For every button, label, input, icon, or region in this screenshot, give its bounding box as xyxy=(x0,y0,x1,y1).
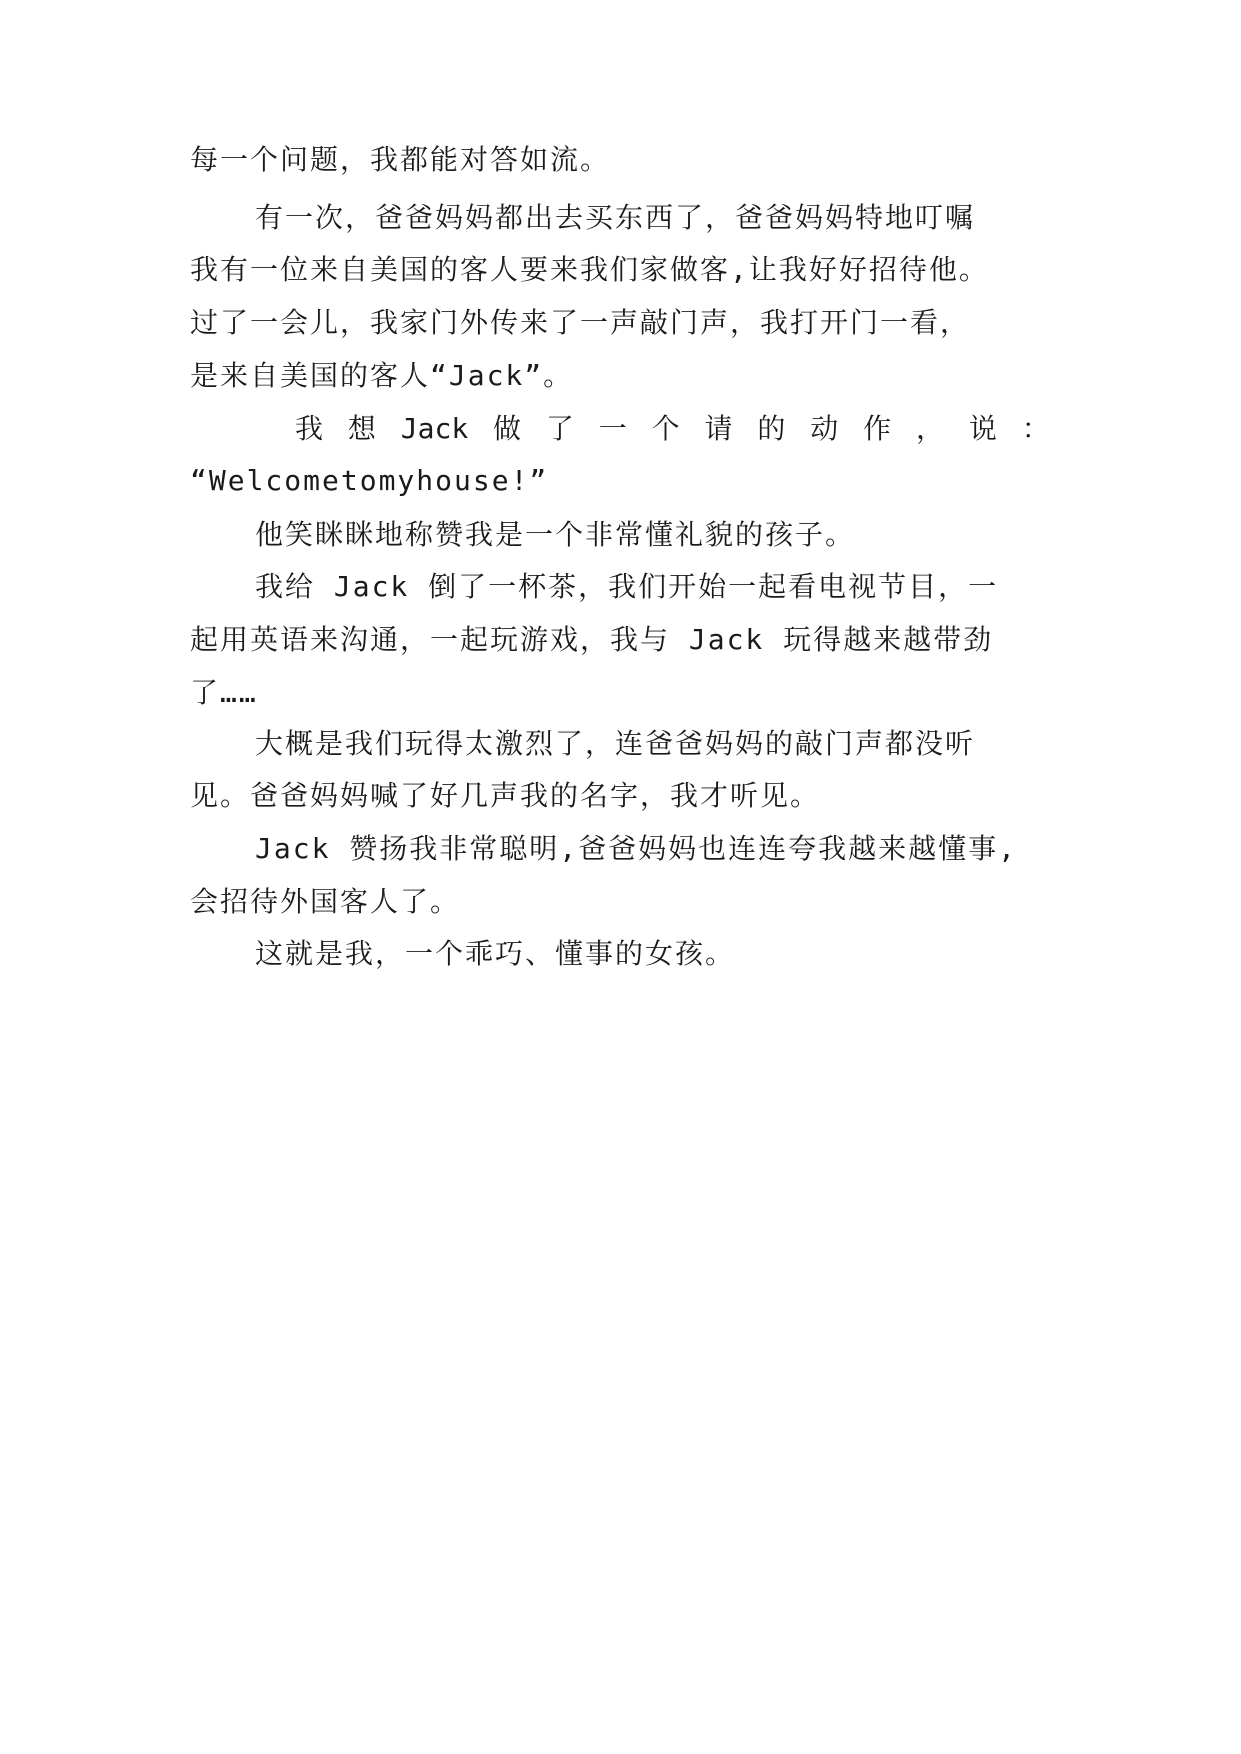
text-line: 了…… xyxy=(190,676,258,709)
text-word: Jack xyxy=(400,412,469,445)
text-word: 想 xyxy=(347,412,376,445)
text-line: 见。爸爸妈妈喊了好几声我的名字，我才听见。 xyxy=(190,779,821,812)
text-line: 有一次，爸爸妈妈都出去买东西了，爸爸妈妈特地叮嘱 xyxy=(255,201,976,234)
text-word: 做 xyxy=(493,412,522,445)
text-word: 了 xyxy=(545,412,574,445)
text-word: ， xyxy=(916,412,945,445)
text-word: 的 xyxy=(757,412,786,445)
text-line: 大概是我们玩得太激烈了，连爸爸妈妈的敲门声都没听 xyxy=(255,727,976,760)
text-line: 是来自美国的客人“Jack”。 xyxy=(190,359,574,392)
text-word: 我 xyxy=(295,412,324,445)
text-word: ： xyxy=(1021,412,1050,445)
text-word: 说 xyxy=(968,412,997,445)
justified-text-line xyxy=(295,409,1050,449)
text-word: 一 xyxy=(598,412,627,445)
text-line: 这就是我，一个乖巧、懂事的女孩。 xyxy=(255,937,736,970)
text-line: 会招待外国客人了。 xyxy=(190,885,461,918)
text-line: 每一个问题，我都能对答如流。 xyxy=(190,143,611,176)
text-word: 作 xyxy=(863,412,892,445)
text-line: 起用英语来沟通，一起玩游戏，我与 Jack 玩得越来越带劲 xyxy=(190,623,994,656)
text-line: 过了一会儿，我家门外传来了一声敲门声，我打开门一看， xyxy=(190,306,971,339)
text-line: Jack 赞扬我非常聪明,爸爸妈妈也连连夸我越来越懂事, xyxy=(255,832,1018,865)
text-word: 动 xyxy=(810,412,839,445)
text-line: 我有一位来自美国的客人要来我们家做客,让我好好招待他。 xyxy=(190,253,989,286)
text-line: 他笑眯眯地称赞我是一个非常懂礼貌的孩子。 xyxy=(255,518,856,551)
text-line: 我给 Jack 倒了一杯茶，我们开始一起看电视节目，一 xyxy=(255,570,999,603)
text-word: 个 xyxy=(651,412,680,445)
text-word: 请 xyxy=(704,412,733,445)
text-line: “Welcometomyhouse!” xyxy=(190,464,549,497)
